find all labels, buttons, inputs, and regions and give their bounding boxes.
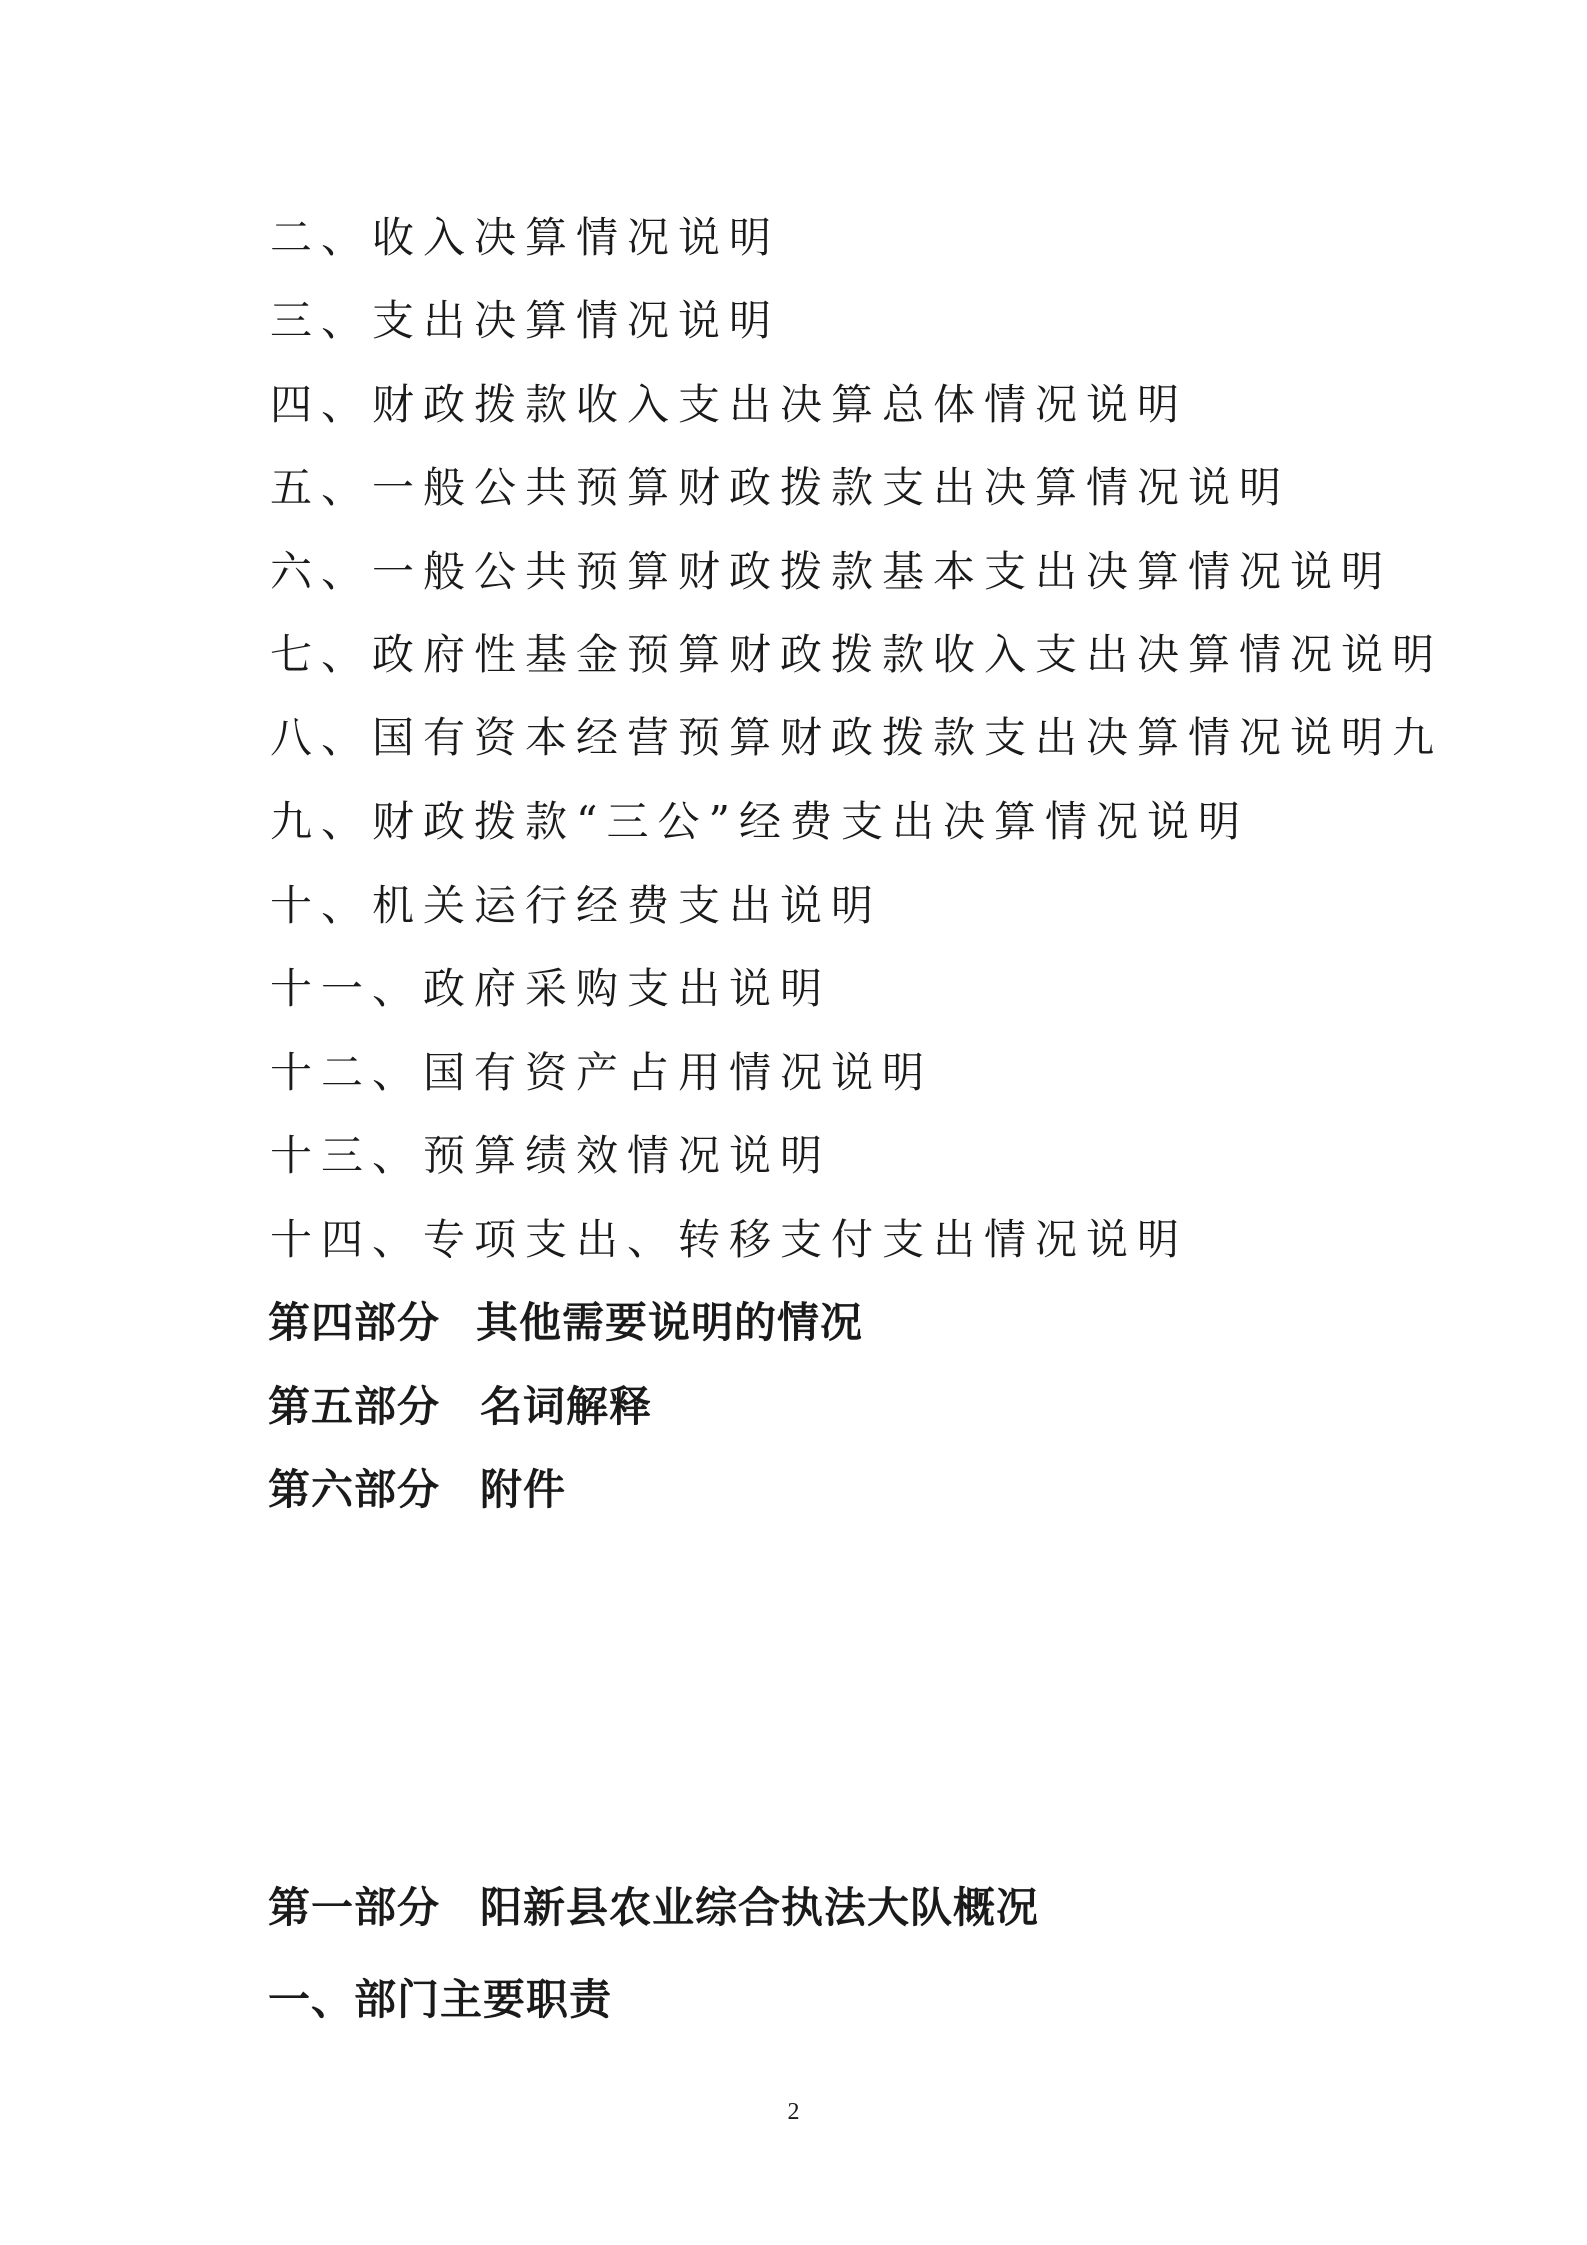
part-label: 第一部分	[268, 1883, 441, 1932]
section-heading: 一、部门主要职责	[268, 1975, 613, 2024]
toc-item-basic-expenditure: 六、一般公共预算财政拨款基本支出决算情况说明	[270, 547, 1393, 596]
toc-part-four	[268, 1298, 864, 1347]
part-title: 附件	[480, 1465, 567, 1514]
page-number: 2	[787, 2099, 800, 2125]
toc-item-performance: 十三、预算绩效情况说明	[270, 1131, 832, 1180]
toc-item-government-fund: 七、政府性基金预算财政拨款收入支出决算情况说明	[270, 630, 1444, 679]
toc-item-fiscal-overall: 四、财政拨款收入支出决算总体情况说明	[270, 380, 1189, 429]
toc-item-special-transfer: 十四、专项支出、转移支付支出情况说明	[270, 1215, 1189, 1264]
toc-item-procurement: 十一、政府采购支出说明	[270, 964, 832, 1013]
toc-item-income: 二、收入决算情况说明	[270, 213, 781, 262]
toc-part-six	[268, 1465, 567, 1514]
toc-item-operating-cost: 十、机关运行经费支出说明	[270, 881, 883, 930]
toc-item-state-assets: 十二、国有资产占用情况说明	[270, 1048, 934, 1097]
toc-item-expenditure: 三、支出决算情况说明	[270, 296, 781, 345]
toc-part-five	[268, 1382, 653, 1431]
toc-item-general-budget: 五、一般公共预算财政拨款支出决算情况说明	[270, 463, 1291, 512]
toc-item-three-public: 九、财政拨款“三公”经费支出决算情况说明	[270, 797, 1249, 846]
toc-item-state-capital: 八、国有资本经营预算财政拨款支出决算情况说明九	[270, 713, 1444, 762]
part-title: 其他需要说明的情况	[476, 1298, 864, 1347]
part-label: 第六部分	[268, 1465, 441, 1514]
part-label: 第四部分	[268, 1298, 441, 1347]
part-one-heading	[268, 1883, 1040, 1932]
part-title: 阳新县农业综合执法大队概况	[480, 1883, 1040, 1932]
part-title: 名词解释	[480, 1382, 653, 1431]
part-label: 第五部分	[268, 1382, 441, 1431]
